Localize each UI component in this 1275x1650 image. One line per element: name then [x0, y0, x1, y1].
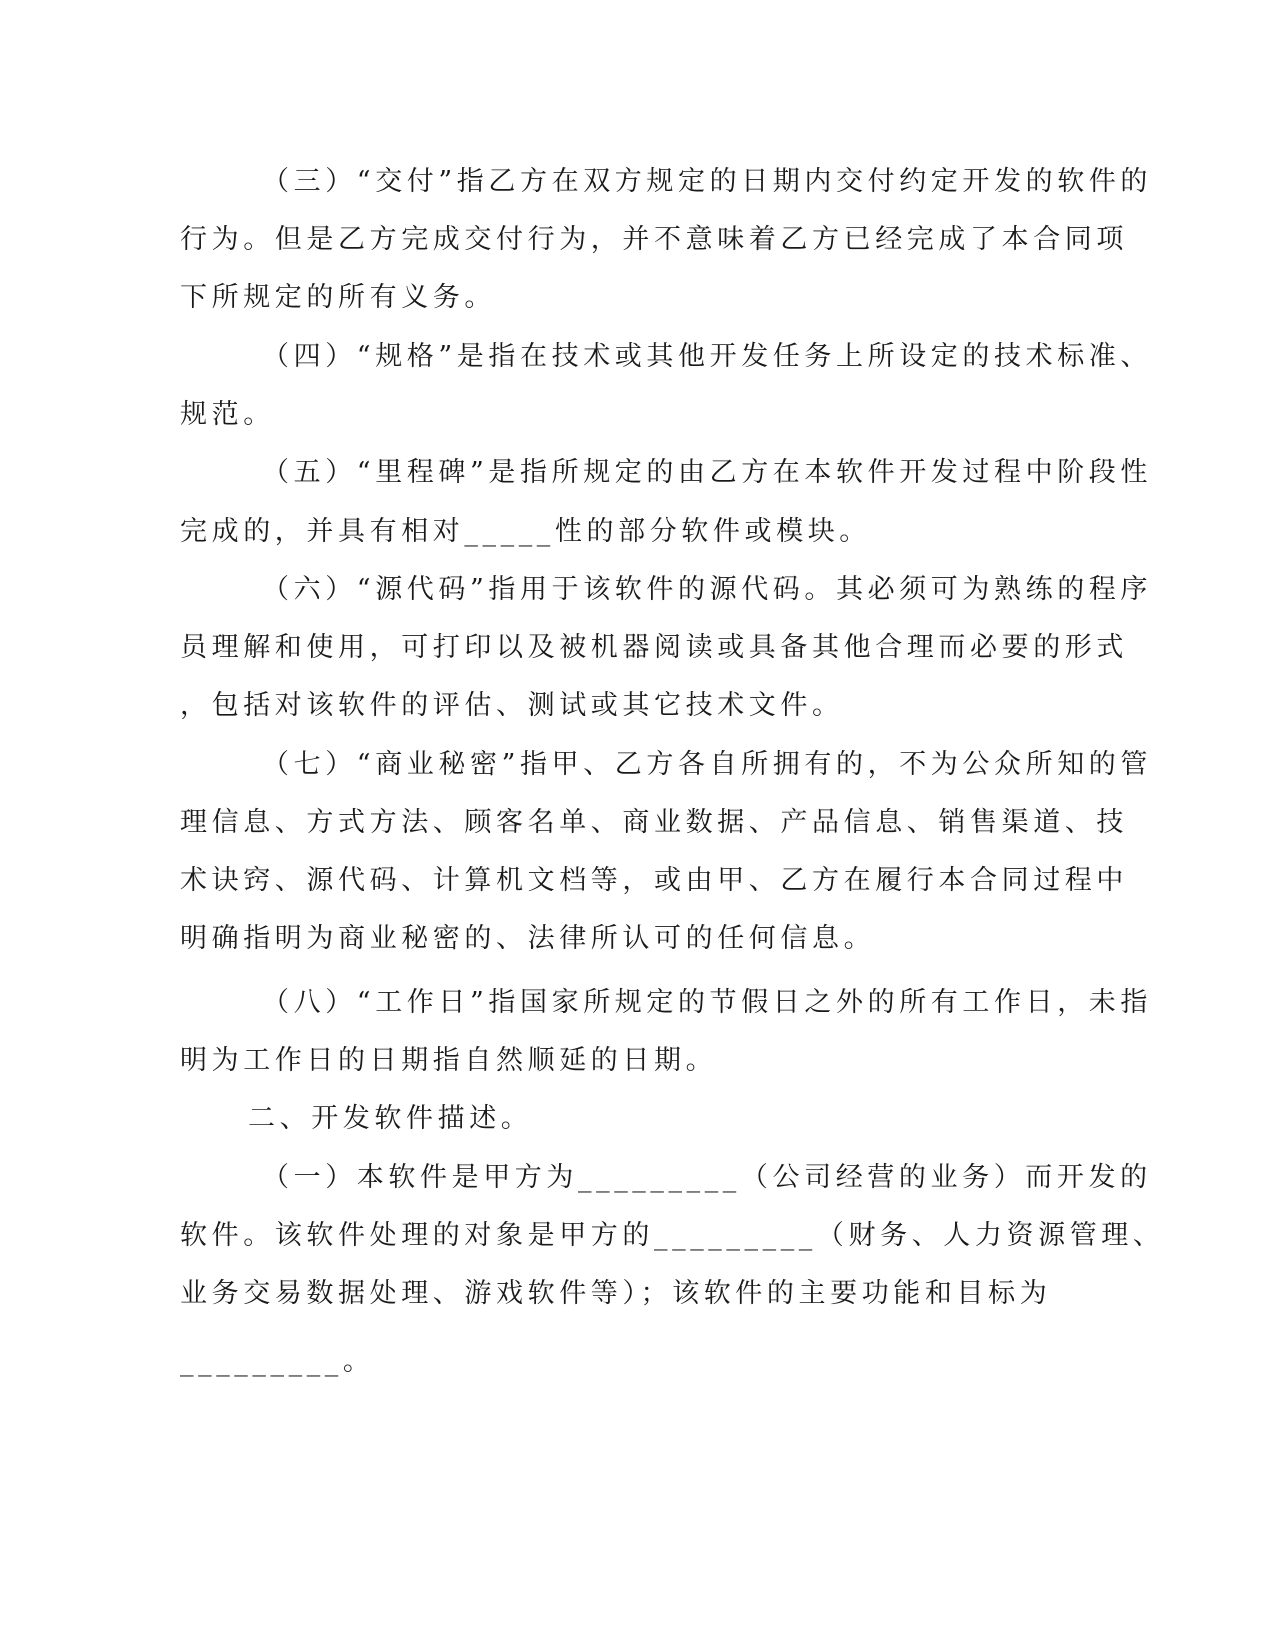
text-line: （八）“工作日”指国家所规定的节假日之外的所有工作日，未指	[262, 987, 1153, 1018]
text-line: 术诀窍、源代码、计算机文档等，或由甲、乙方在履行本合同过程中	[180, 865, 1128, 896]
text-line: 员理解和使用，可打印以及被机器阅读或具备其他合理而必要的形式	[180, 632, 1128, 663]
text-line: 行为。但是乙方完成交付行为，并不意味着乙方已经完成了本合同项	[180, 224, 1128, 255]
text-line: 完成的，并具有相对_____性的部分软件或模块。	[180, 516, 871, 547]
text-line: （三）“交付”指乙方在双方规定的日期内交付约定开发的软件的	[262, 166, 1153, 197]
text-line: （一）本软件是甲方为_________（公司经营的业务）而开发的	[262, 1162, 1152, 1193]
text-line: ，包括对该软件的评估、测试或其它技术文件。	[180, 690, 844, 721]
text-line: _________。	[180, 1346, 375, 1377]
text-line: 业务交易数据处理、游戏软件等）；该软件的主要功能和目标为	[180, 1278, 1052, 1309]
section-heading: 二、开发软件描述。	[248, 1103, 533, 1134]
text-line: 明为工作日的日期指自然顺延的日期。	[180, 1045, 718, 1076]
text-line: 理信息、方式方法、顾客名单、商业数据、产品信息、销售渠道、技	[180, 807, 1128, 838]
text-line: 软件。该软件处理的对象是甲方的_________（财务、人力资源管理、	[180, 1220, 1165, 1251]
text-line: 下所规定的所有义务。	[180, 282, 496, 313]
text-line: （四）“规格”是指在技术或其他开发任务上所设定的技术标准、	[262, 341, 1153, 372]
text-line: 明确指明为商业秘密的、法律所认可的任何信息。	[180, 923, 876, 954]
text-line: （七）“商业秘密”指甲、乙方各自所拥有的，不为公众所知的管	[262, 749, 1153, 780]
text-line: （六）“源代码”指用于该软件的源代码。其必须可为熟练的程序	[262, 574, 1153, 605]
text-line: 规范。	[180, 399, 275, 430]
text-line: （五）“里程碑”是指所规定的由乙方在本软件开发过程中阶段性	[262, 457, 1153, 488]
